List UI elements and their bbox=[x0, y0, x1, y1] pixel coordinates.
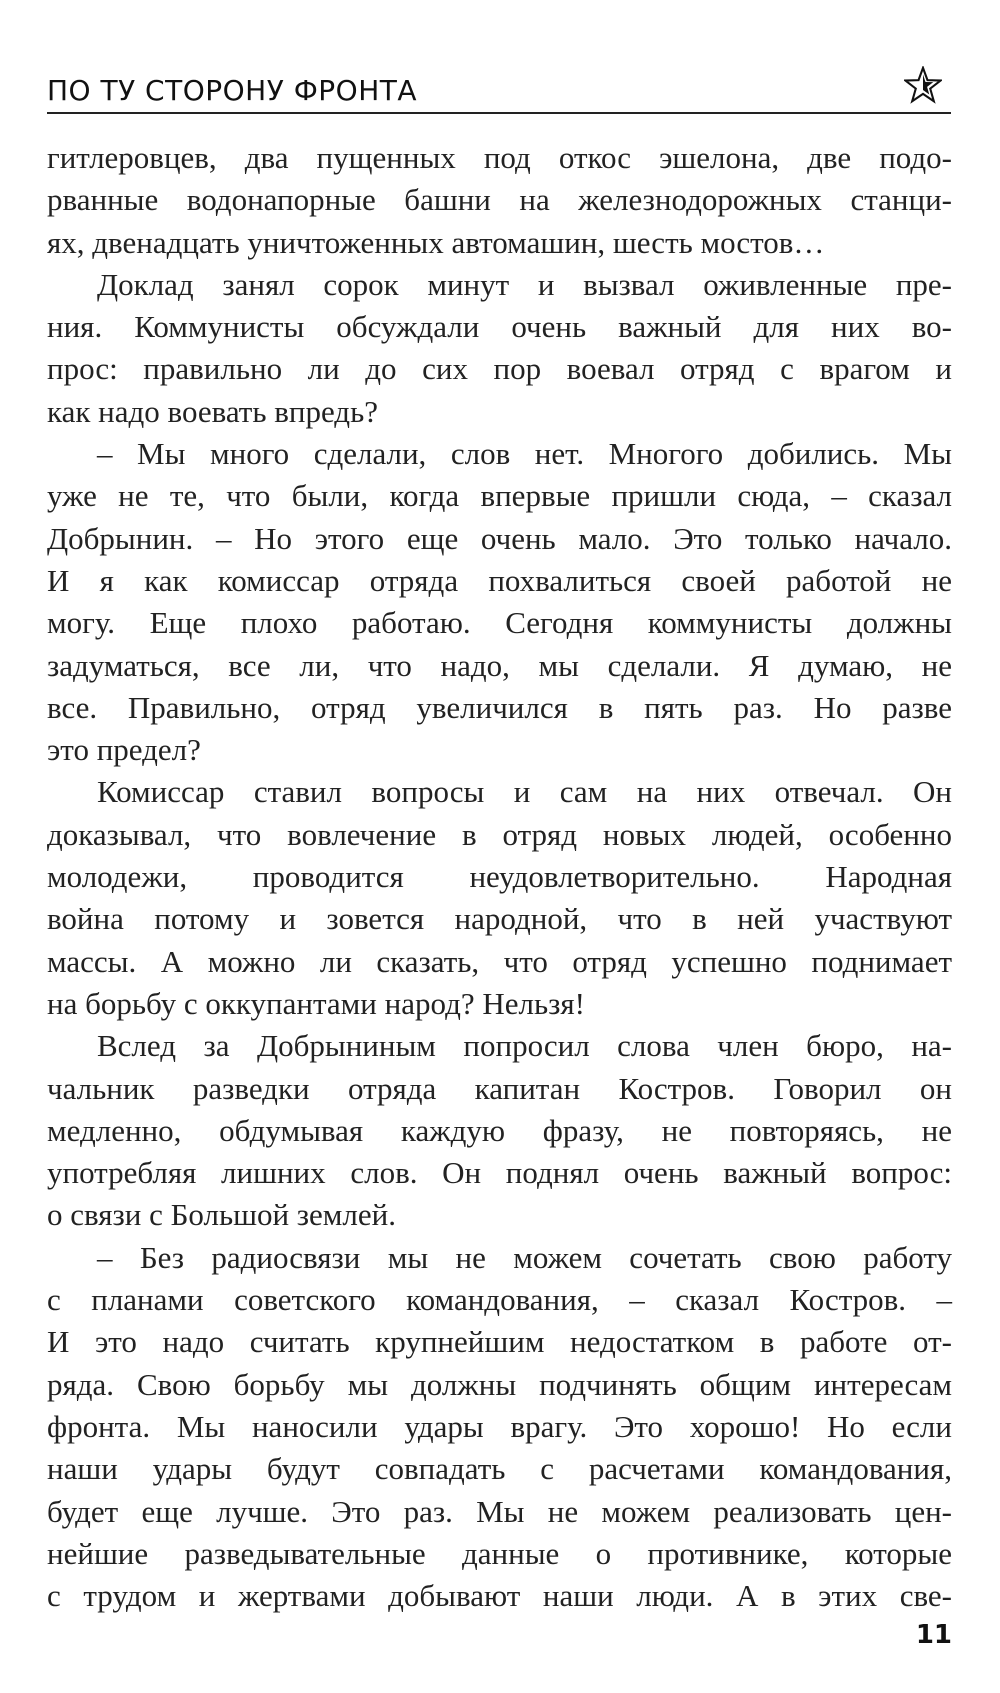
text-line: о связи с Большой землей. bbox=[47, 1197, 396, 1233]
text-line: употребляя лишних слов. Он поднял очень важный вопрос: bbox=[47, 1155, 952, 1191]
text-line: это предел? bbox=[47, 732, 201, 768]
text-line: с планами советского командования, – сказал Костров. – bbox=[47, 1282, 952, 1318]
text-line: – Мы много сделали, слов нет. Многого добились. Мы bbox=[97, 436, 952, 472]
text-line: фронта. Мы наносили удары врагу. Это хорошо! Но если bbox=[47, 1408, 952, 1444]
text-line: нейшие разведывательные данные о противнике, которые bbox=[47, 1535, 952, 1571]
text-line: на борьбу с оккупантами народ? Нельзя! bbox=[47, 985, 585, 1021]
text-line: И это надо считать крупнейшим недостатком в работе от- bbox=[47, 1324, 952, 1360]
text-line: Вслед за Добрыниным попросил слова член бюро, на- bbox=[97, 1028, 952, 1064]
text-line: доказывал, что вовлечение в отряд новых людей, особенно bbox=[47, 816, 952, 852]
text-line: массы. А можно ли сказать, что отряд успешно поднимает bbox=[47, 943, 952, 979]
text-line: прос: правильно ли до сих пор воевал отряд с врагом и bbox=[47, 351, 952, 387]
text-line: – Без радиосвязи мы не можем сочетать свою работу bbox=[97, 1239, 952, 1275]
text-line: Комиссар ставил вопросы и сам на них отвечал. Он bbox=[97, 774, 952, 810]
body-text bbox=[47, 137, 952, 1617]
text-line: чальник разведки отряда капитан Костров. Говорил он bbox=[47, 1070, 952, 1106]
text-line: с трудом и жертвами добывают наши люди. А в этих све- bbox=[47, 1578, 952, 1614]
text-line: уже не те, что были, когда впервые пришли сюда, – сказал bbox=[47, 478, 952, 514]
text-line: задуматься, все ли, что надо, мы сделали. Я думаю, не bbox=[47, 647, 952, 683]
text-line: ряда. Свою борьбу мы должны подчинять общим интересам bbox=[47, 1366, 952, 1402]
text-line: ях, двенадцать уничтоженных автомашин, шесть мостов… bbox=[47, 224, 825, 260]
page-number: 11 bbox=[915, 1620, 952, 1650]
text-line: И я как комиссар отряда похвалиться своей работой не bbox=[47, 562, 952, 598]
text-line: рванные водонапорные башни на железнодорожных станци- bbox=[47, 182, 952, 218]
text-line: Добрынин. – Но этого еще очень мало. Это только начало. bbox=[47, 520, 952, 556]
text-line: Доклад занял сорок минут и вызвал оживленные пре- bbox=[97, 266, 952, 302]
text-line: молодежи, проводится неудовлетворительно. Народная bbox=[47, 859, 952, 895]
text-line: все. Правильно, отряд увеличился в пять раз. Но разве bbox=[47, 689, 952, 725]
text-line: ния. Коммунисты обсуждали очень важный для них во- bbox=[47, 309, 952, 345]
text-line: могу. Еще плохо работаю. Сегодня коммунисты должны bbox=[47, 605, 952, 641]
text-line: наши удары будут совпадать с расчетами командования, bbox=[47, 1451, 952, 1487]
text-line: как надо воевать впредь? bbox=[47, 393, 378, 429]
running-head bbox=[47, 66, 942, 110]
running-title: ПО ТУ СТОРОНУ ФРОНТА bbox=[47, 74, 418, 107]
text-line: медленно, обдумывая каждую фразу, не повторяясь, не bbox=[47, 1112, 952, 1148]
header-rule bbox=[47, 112, 951, 114]
text-line: будет еще лучше. Это раз. Мы не можем реализовать цен- bbox=[47, 1493, 952, 1529]
star-icon bbox=[904, 66, 942, 104]
text-line: война потому и зовется народной, что в ней участвуют bbox=[47, 901, 952, 937]
text-line: гитлеровцев, два пущенных под откос эшелона, две подо- bbox=[47, 140, 952, 175]
